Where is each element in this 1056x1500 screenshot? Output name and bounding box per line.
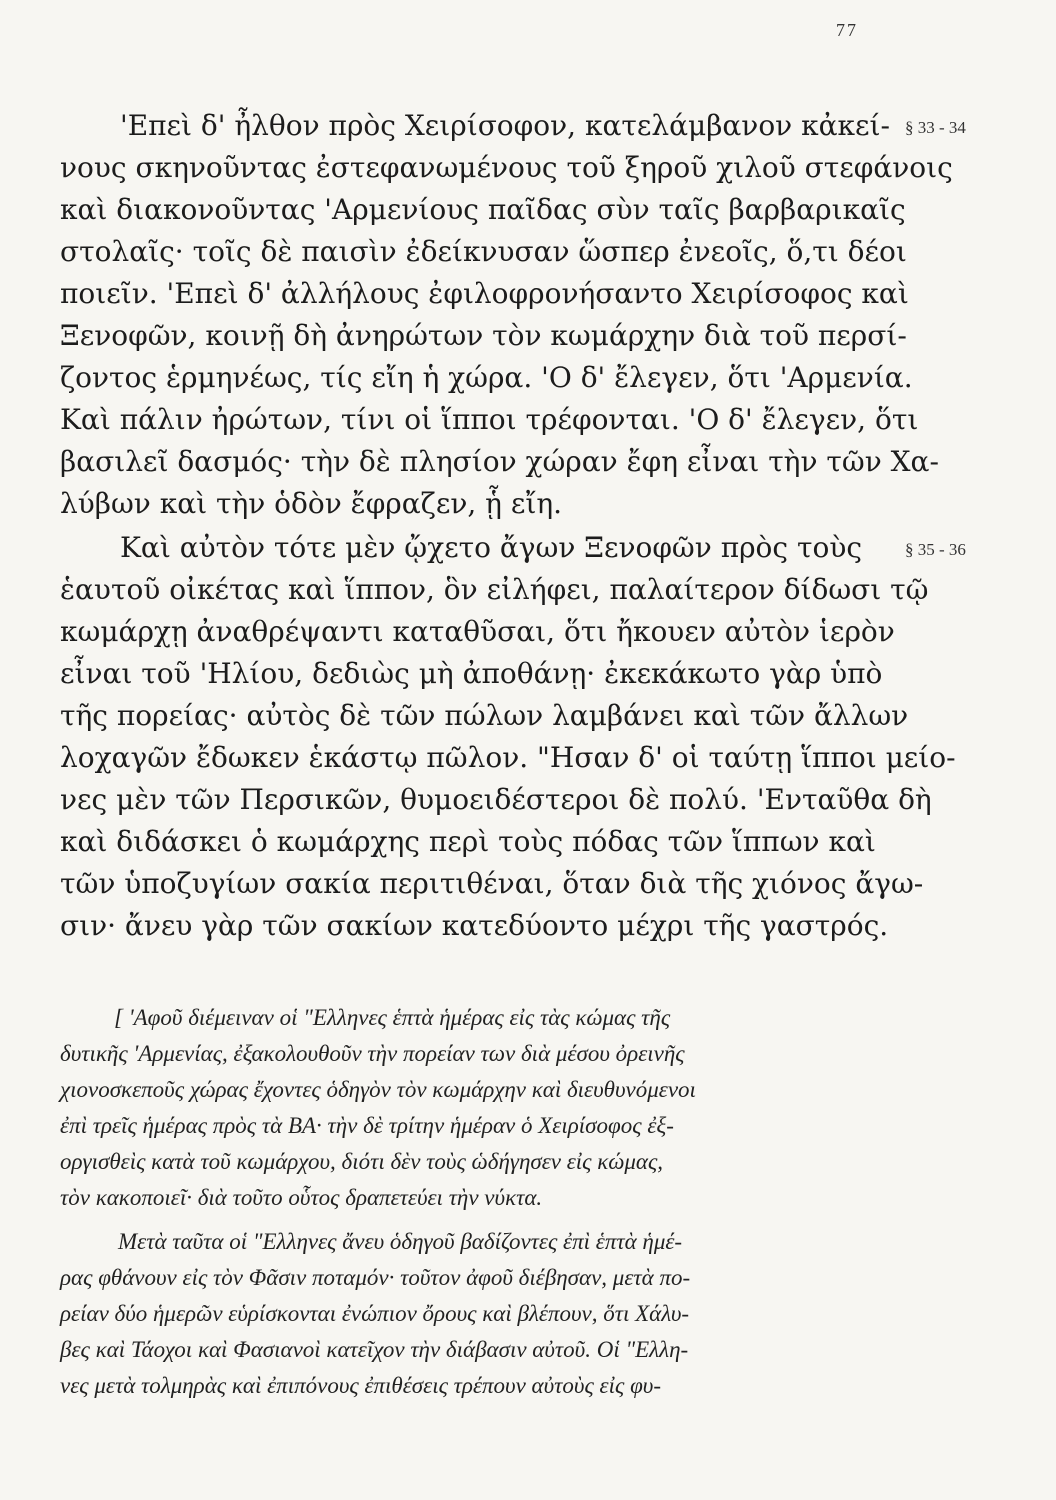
text-line: λοχαγῶν ἔδωκεν ἑκάστῳ πῶλον. "Ησαν δ' οἱ ταύτῃ ἵπποι μείο- [60,741,956,774]
summary-line: βες καὶ Τάοχοι καὶ Φασιανοὶ κατεῖχον τὴν διάβασιν αὐτοῦ. Οἱ "Ελλη- [60,1337,689,1362]
summary-line: ρας φθάνουν εἰς τὸν Φᾶσιν ποταμόν· τοῦτον ἀφοῦ διέβησαν, μετὰ πο- [60,1265,691,1290]
text-line: εἶναι τοῦ 'Ηλίου, δεδιὼς μὴ ἀποθάνῃ· ἐκεκάκωτο γὰρ ὑπὸ [60,657,883,690]
text-line: ζοντος ἑρμηνέως, τίς εἴη ἡ χώρα. 'Ο δ' ἔλεγεν, ὅτι 'Αρμενία. [60,361,913,394]
summary-line: τὸν κακοποιεῖ· διὰ τοῦτο οὗτος δραπετεύει τὴν νύκτα. [60,1185,543,1210]
text-line: κωμάρχῃ ἀναθρέψαντι καταθῦσαι, ὅτι ἤκουεν αὐτὸν ἱερὸν [60,615,895,648]
text-line: τῆς πορείας· αὐτὸς δὲ τῶν πώλων λαμβάνει καὶ τῶν ἄλλων [60,699,909,732]
page-number: 77 [836,20,858,40]
summary-line: οργισθεὶς κατὰ τοῦ κωμάρχου, διότι δὲν τοὺς ὡδήγησεν εἰς κώμας, [60,1149,664,1174]
summary-line: νες μετὰ τολμηρὰς καὶ ἐπιπόνους ἐπιθέσεις τρέπουν αὐτοὺς εἰς φυ- [60,1373,662,1398]
text-line: βασιλεῖ δασμός· τὴν δὲ πλησίον χώραν ἔφη εἶναι τὴν τῶν Χα- [60,445,939,478]
text-line: σιν· ἄνευ γὰρ τῶν σακίων κατεδύοντο μέχρι τῆς γαστρός. [60,909,889,942]
summary-line: χιονοσκεποῦς χώρας ἔχοντες ὁδηγὸν τὸν κωμάρχην καὶ διευθυνόμενοι [60,1077,696,1102]
text-line: καὶ διακονοῦντας 'Αρμενίους παῖδας σὺν ταῖς βαρβαρικαῖς [60,193,906,226]
text-line: Ξενοφῶν, κοινῇ δὴ ἀνηρώτων τὸν κωμάρχην διὰ τοῦ περσί- [60,319,907,352]
text-line: λύβων καὶ τὴν ὁδὸν ἔφραζεν, ᾗ εἴη. [60,487,563,520]
summary-line: ρείαν δύο ἡμερῶν εὑρίσκονται ἐνώπιον ὄρους καὶ βλέπουν, ὅτι Χάλυ- [60,1301,690,1326]
section-reference: § 33 - 34 [905,118,966,137]
text-line: τῶν ὑποζυγίων σακία περιτιθέναι, ὅταν διὰ τῆς χιόνος ἄγω- [60,867,924,900]
summary-line: Μετὰ ταῦτα οἱ "Ελληνες ἄνευ ὁδηγοῦ βαδίζοντες ἐπὶ ἑπτὰ ἡμέ- [118,1229,683,1254]
summary-line: [ 'Αφοῦ διέμειναν οἱ "Ελληνες ἑπτὰ ἡμέρας εἰς τὰς κώμας τῆς [114,1005,671,1030]
text-line: στολαῖς· τοῖς δὲ παισὶν ἐδείκνυσαν ὥσπερ ἐνεοῖς, ὅ,τι δέοι [60,235,907,268]
text-line: Καὶ πάλιν ἠρώτων, τίνι οἱ ἵπποι τρέφονται. 'Ο δ' ἔλεγεν, ὅτι [60,403,919,436]
summary-line: δυτικῆς 'Αρμενίας, ἐξακολουθοῦν τὴν πορείαν των διὰ μέσου ὀρεινῆς [60,1041,685,1066]
text-line: ποιεῖν. 'Επεὶ δ' ἀλλήλους ἐφιλοφρονήσαντο Χειρίσοφος καὶ [60,277,909,310]
text-line: Καὶ αὐτὸν τότε μὲν ᾤχετο ἄγων Ξενοφῶν πρὸς τοὺς [120,531,863,564]
section-reference: § 35 - 36 [905,540,966,559]
text-line: ἑαυτοῦ οἰκέτας καὶ ἵππον, ὃν εἰλήφει, παλαίτερον δίδωσι τῷ [60,573,929,606]
summary-line: ἐπὶ τρεῖς ἡμέρας πρὸς τὰ ΒΑ· τὴν δὲ τρίτην ἡμέραν ὁ Χειρίσοφος ἐξ- [60,1113,674,1138]
text-line: νους σκηνοῦντας ἐστεφανωμένους τοῦ ξηροῦ χιλοῦ στεφάνοις [60,151,953,184]
text-line: νες μὲν τῶν Περσικῶν, θυμοειδέστεροι δὲ πολύ. 'Ενταῦθα δὴ [60,783,932,816]
text-line: καὶ διδάσκει ὁ κωμάρχης περὶ τοὺς πόδας τῶν ἵππων καὶ [60,825,876,858]
text-line: 'Επεὶ δ' ἦλθον πρὸς Χειρίσοφον, κατελάμβανον κἀκεί- [120,109,890,142]
